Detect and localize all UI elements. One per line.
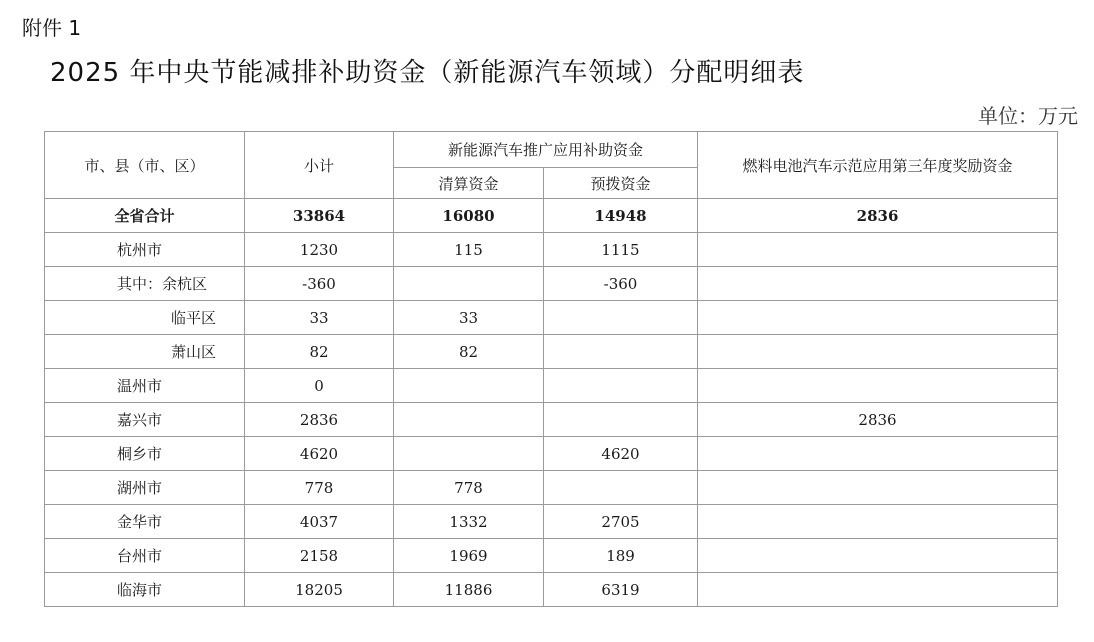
- settlement-cell: 1969: [394, 539, 544, 573]
- settlement-cell: [394, 267, 544, 301]
- subtotal-cell: 0: [245, 369, 394, 403]
- advance-cell: [544, 471, 698, 505]
- advance-cell: [544, 369, 698, 403]
- table-row: [45, 335, 1058, 369]
- table-row: [45, 403, 1058, 437]
- subtotal-cell: 4037: [245, 505, 394, 539]
- subtotal-cell: 778: [245, 471, 394, 505]
- region-name: 全省合计: [45, 199, 245, 233]
- subtotal-cell: 4620: [245, 437, 394, 471]
- fuel-cell-cell: [698, 539, 1058, 573]
- subtotal-cell: 2158: [245, 539, 394, 573]
- advance-cell: 189: [544, 539, 698, 573]
- region-name: 其中：余杭区: [45, 267, 245, 301]
- fuel-cell-cell: [698, 437, 1058, 471]
- header-advance: 预拨资金: [544, 168, 698, 199]
- fuel-cell-cell: [698, 267, 1058, 301]
- subtotal-cell: 2836: [245, 403, 394, 437]
- settlement-cell: 11886: [394, 573, 544, 607]
- region-name: 温州市: [45, 369, 245, 403]
- table-row: [45, 505, 1058, 539]
- fuel-cell-cell: [698, 233, 1058, 267]
- fuel-cell-cell: [698, 471, 1058, 505]
- settlement-cell: 1332: [394, 505, 544, 539]
- settlement-cell: [394, 403, 544, 437]
- table-row: [45, 301, 1058, 335]
- region-name: 萧山区: [45, 335, 245, 369]
- table-row: [45, 437, 1058, 471]
- header-nev-group: 新能源汽车推广应用补助资金: [394, 132, 698, 168]
- header-region: 市、县（市、区）: [45, 132, 245, 199]
- settlement-cell: [394, 369, 544, 403]
- table-row: [45, 233, 1058, 267]
- settlement-cell: 115: [394, 233, 544, 267]
- region-name: 湖州市: [45, 471, 245, 505]
- region-name: 金华市: [45, 505, 245, 539]
- subtotal-cell: 33864: [245, 199, 394, 233]
- advance-cell: 14948: [544, 199, 698, 233]
- allocation-table: [44, 131, 1058, 607]
- header-settlement: 清算资金: [394, 168, 544, 199]
- settlement-cell: [394, 437, 544, 471]
- header-subtotal: 小计: [245, 132, 394, 199]
- fuel-cell-cell: 2836: [698, 199, 1058, 233]
- advance-cell: [544, 403, 698, 437]
- table-row: [45, 369, 1058, 403]
- subtotal-cell: 18205: [245, 573, 394, 607]
- region-name: 台州市: [45, 539, 245, 573]
- region-name: 嘉兴市: [45, 403, 245, 437]
- subtotal-cell: 1230: [245, 233, 394, 267]
- document-title: 2025 年中央节能减排补助资金（新能源汽车领域）分配明细表: [50, 58, 805, 88]
- settlement-cell: 778: [394, 471, 544, 505]
- subtotal-cell: 33: [245, 301, 394, 335]
- table-row: [45, 199, 1058, 233]
- settlement-cell: 82: [394, 335, 544, 369]
- region-name: 桐乡市: [45, 437, 245, 471]
- table-row: [45, 267, 1058, 301]
- fuel-cell-cell: [698, 335, 1058, 369]
- table-row: [45, 539, 1058, 573]
- advance-cell: [544, 301, 698, 335]
- header-fuel-cell: 燃料电池汽车示范应用第三年度奖励资金: [698, 132, 1058, 199]
- fuel-cell-cell: 2836: [698, 403, 1058, 437]
- fuel-cell-cell: [698, 301, 1058, 335]
- advance-cell: 6319: [544, 573, 698, 607]
- region-name: 杭州市: [45, 233, 245, 267]
- subtotal-cell: 82: [245, 335, 394, 369]
- unit-label: 单位：万元: [978, 104, 1078, 128]
- region-name: 临平区: [45, 301, 245, 335]
- advance-cell: [544, 335, 698, 369]
- settlement-cell: 33: [394, 301, 544, 335]
- settlement-cell: 16080: [394, 199, 544, 233]
- advance-cell: 2705: [544, 505, 698, 539]
- fuel-cell-cell: [698, 369, 1058, 403]
- table-row: [45, 471, 1058, 505]
- table-row: [45, 573, 1058, 607]
- fuel-cell-cell: [698, 573, 1058, 607]
- advance-cell: 4620: [544, 437, 698, 471]
- advance-cell: 1115: [544, 233, 698, 267]
- attachment-label: 附件 1: [22, 16, 82, 40]
- fuel-cell-cell: [698, 505, 1058, 539]
- subtotal-cell: -360: [245, 267, 394, 301]
- advance-cell: -360: [544, 267, 698, 301]
- region-name: 临海市: [45, 573, 245, 607]
